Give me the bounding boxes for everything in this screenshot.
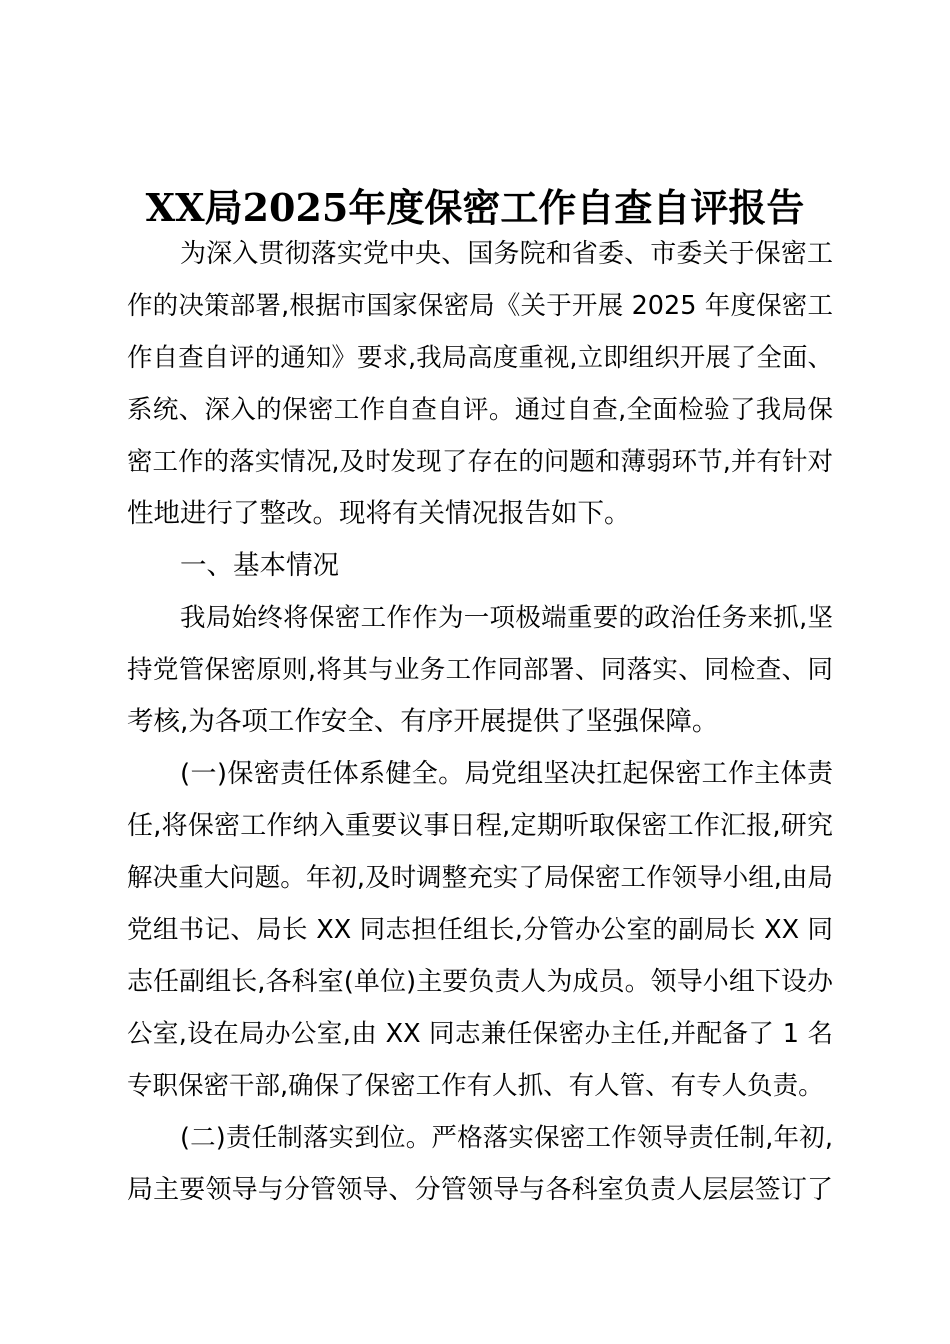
body-line: 考核,为各项工作安全、有序开展提供了坚强保障。 [127, 706, 719, 737]
body-line: 密工作的落实情况,及时发现了存在的问题和薄弱环节,并有针对 [127, 447, 833, 477]
body-line: 为深入贯彻落实党中央、国务院和省委、市委关于保密工 [180, 239, 833, 269]
body-line: 志任副组长,各科室(单位)主要负责人为成员。领导小组下设办 [127, 967, 833, 997]
body-line: 作自查自评的通知》要求,我局高度重视,立即组织开展了全面、 [127, 343, 833, 373]
body-line: 作的决策部署,根据市国家保密局《关于开展 2025 年度保密工 [127, 291, 833, 321]
body-line: 任,将保密工作纳入重要议事日程,定期听取保密工作汇报,研究 [127, 811, 833, 841]
body-line: 党组书记、局长 XX 同志担任组长,分管办公室的副局长 XX 同 [127, 915, 833, 945]
section-heading: 一、基本情况 [180, 550, 339, 581]
body-line: (一)保密责任体系健全。局党组坚决扛起保密工作主体责 [180, 759, 833, 789]
body-line: 解决重大问题。年初,及时调整充实了局保密工作领导小组,由局 [127, 863, 833, 893]
document-title: XX局2025年度保密工作自查自评报告 [145, 185, 805, 230]
body-line: 持党管保密原则,将其与业务工作同部署、同落实、同检查、同 [127, 655, 833, 685]
body-line: 专职保密干部,确保了保密工作有人抓、有人管、有专人负责。 [127, 1071, 824, 1101]
body-line: 局主要领导与分管领导、分管领导与各科室负责人层层签订了 [127, 1175, 833, 1205]
body-line: 系统、深入的保密工作自查自评。通过自查,全面检验了我局保 [127, 395, 833, 425]
body-line: 公室,设在局办公室,由 XX 同志兼任保密办主任,并配备了 1 名 [127, 1019, 833, 1049]
body-line: (二)责任制落实到位。严格落实保密工作领导责任制,年初, [180, 1123, 833, 1153]
body-line: 性地进行了整改。现将有关情况报告如下。 [127, 498, 631, 529]
body-line: 我局始终将保密工作作为一项极端重要的政治任务来抓,坚 [180, 603, 833, 633]
